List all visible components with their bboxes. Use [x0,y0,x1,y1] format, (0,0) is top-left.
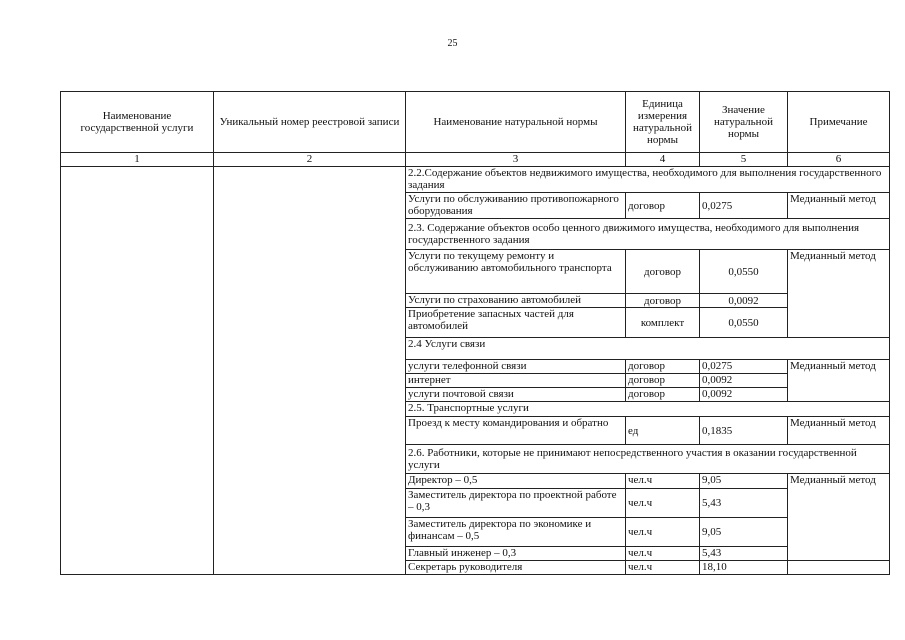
norm-unit: договор [626,360,700,374]
norm-unit: комплект [626,308,700,338]
norm-name: Секретарь руководителя [406,561,626,575]
norm-value: 0,0550 [700,250,788,294]
norm-unit: чел.ч [626,518,700,547]
section-title: 2.5. Транспортные услуги [406,402,890,417]
section-title: 2.3. Содержание объектов особо ценного движимого имущества, необходимого для выполнения государственного задания [406,219,890,250]
norm-name: Заместитель директора по проектной работе – 0,3 [406,489,626,518]
page-number: 25 [447,38,458,49]
norm-value: 0,0092 [700,374,788,388]
norm-note: Медианный метод [788,193,890,219]
column-number: 3 [406,153,626,167]
norm-name: Директор – 0,5 [406,474,626,489]
norm-value: 0,0550 [700,308,788,338]
norm-unit: чел.ч [626,561,700,575]
norm-unit: чел.ч [626,474,700,489]
norm-value: 9,05 [700,474,788,489]
norm-name: Заместитель директора по экономике и финансам – 0,5 [406,518,626,547]
norm-value: 0,0275 [700,193,788,219]
norm-note: Медианный метод [788,360,890,402]
norm-unit: договор [626,294,700,308]
norm-note: Медианный метод [788,474,890,561]
column-numbers-row [61,153,890,167]
norm-name: услуги почтовой связи [406,388,626,402]
column-number: 4 [626,153,700,167]
norm-value: 0,1835 [700,417,788,445]
registry-number-cell [214,167,406,575]
norm-value: 5,43 [700,547,788,561]
norm-value: 0,0092 [700,388,788,402]
norm-value: 9,05 [700,518,788,547]
norm-note: Медианный метод [788,250,890,338]
header-service-name: Наименование государственной услуги [61,92,214,153]
column-number: 6 [788,153,890,167]
norm-unit: договор [626,193,700,219]
norm-unit: чел.ч [626,547,700,561]
section-row [61,167,890,193]
norm-unit: договор [626,374,700,388]
norm-name: Проезд к месту командирования и обратно [406,417,626,445]
section-title: 2.2.Содержание объектов недвижимого имущества, необходимого для выполнения государственного задания [406,167,890,193]
norm-note-empty [788,561,890,575]
column-number: 1 [61,153,214,167]
header-unit: Единица измерения натуральной нормы [626,92,700,153]
service-name-cell [61,167,214,575]
norm-value: 0,0092 [700,294,788,308]
norm-unit: договор [626,388,700,402]
column-number: 5 [700,153,788,167]
section-title: 2.4 Услуги связи [406,338,890,360]
header-value: Значение натуральной нормы [700,92,788,153]
header-registry-number: Уникальный номер реестровой записи [214,92,406,153]
norm-value: 0,0275 [700,360,788,374]
norm-name: Услуги по обслуживанию противопожарного оборудования [406,193,626,219]
norm-unit: чел.ч [626,489,700,518]
norm-unit: договор [626,250,700,294]
norm-value: 18,10 [700,561,788,575]
header-norm-name: Наименование натуральной нормы [406,92,626,153]
column-number: 2 [214,153,406,167]
norm-value: 5,43 [700,489,788,518]
norm-name: интернет [406,374,626,388]
norm-name: Услуги по текущему ремонту и обслуживанию автомобильного транспорта [406,250,626,294]
header-row [61,92,890,153]
norm-name: Услуги по страхованию автомобилей [406,294,626,308]
norm-note: Медианный метод [788,417,890,445]
norm-name: услуги телефонной связи [406,360,626,374]
norm-name: Главный инженер – 0,3 [406,547,626,561]
norm-name: Приобретение запасных частей для автомобилей [406,308,626,338]
section-title: 2.6. Работники, которые не принимают непосредственного участия в оказании государственной услуги [406,445,890,474]
natural-norms-table [60,91,890,575]
norm-unit: ед [626,417,700,445]
header-note: Примечание [788,92,890,153]
